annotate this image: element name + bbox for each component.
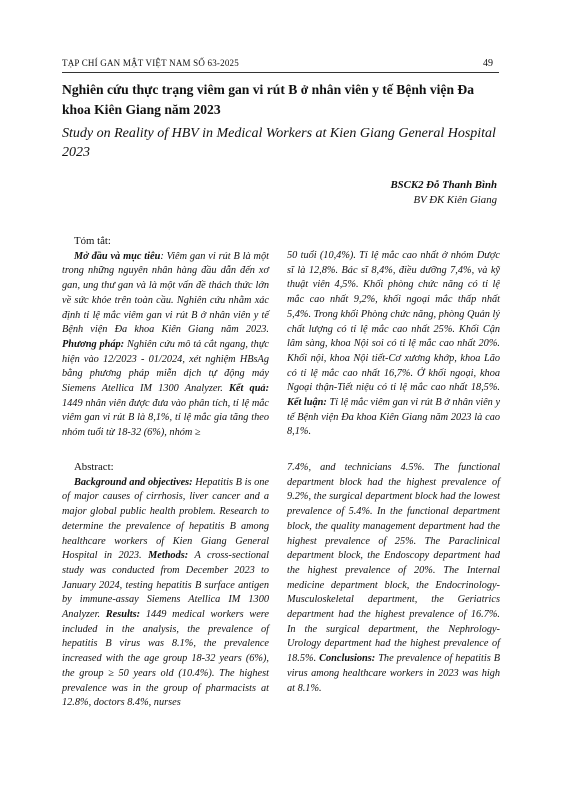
en-methods-text: A cross-sectional study was conducted from December 2023 to January 2024, testing hepatitis B surface antigen by immune-assay Siemens Atellica IM 1300 Analyzer.	[62, 550, 270, 621]
author-name: BSCK2 Đỗ Thanh Bình	[390, 179, 497, 191]
en-methods-label: Methods:	[148, 550, 189, 562]
vi-conclusion-label: Kết luận:	[287, 397, 327, 409]
en-results-text-a: 1449 medical workers were included in the analysis, the prevalence of hepatitis B virus was 8.1%, the prevalence increased with the age group 18-32 years (6%), the group ≥ 50 years old (10.4%). The highest prevalence was in the group of pharmacists at 12.8%, doctors 8.4%, nurses	[62, 609, 269, 709]
header-rule	[62, 72, 499, 73]
author-block	[390, 178, 497, 208]
en-abstract-right	[287, 461, 500, 696]
en-results-label: Results:	[105, 609, 141, 621]
vi-methods-label: Phương pháp:	[62, 338, 125, 350]
vi-results-label: Kết quả:	[229, 383, 270, 395]
vi-conclusion-text: Tỉ lệ mắc viêm gan vi rút B ở nhân viên y tế Bệnh viện Đa khoa Kiên Giang năm 2023 là cao 8,1%.	[287, 397, 501, 438]
en-background-label: Background and objectives:	[74, 476, 193, 488]
en-conclusions-label: Conclusions:	[319, 653, 376, 665]
vi-objectives-label: Mở đầu và mục tiêu	[74, 250, 161, 262]
vi-abstract-right	[287, 249, 500, 440]
vi-results-text-b: 50 tuổi (10,4%). Tỉ lệ mắc cao nhất ở nhóm Dược sĩ là 12,8%. Bác sĩ 8,4%, điều dưỡng 7,4%, và kỹ thuật viên 4,5%. Khối phòng chức năng có tỉ lệ mắc cao nhất 9,2%, khối ngoại mắc thấp nhất 5,4%. Trong khối Phòng chức năng, phòng Quản lý chất lượng có tỉ lệ mắc cao nhất 25%. Khối Cận lâm sàng, khoa Nội soi có tỉ lệ mắc cao nhất 20%. Khối nội, khoa Nội tiết-Cơ xương khớp, khoa Lão có tỉ lệ mắc cao nhất 16,7%. Ở khối ngoại, khoa Ngoại thận-Tiết niệu có tỉ lệ mắc cao nhất 18,5%.	[287, 250, 500, 394]
en-background-text: Hepatitis B is one of major causes of cirrhosis, liver cancer and a major global public health problem. Research to determine the prevalence of hepatitis B among healthcare workers of Kien Giang General Hospital in 2023.	[62, 476, 269, 562]
title-vietnamese: Nghiên cứu thực trạng viêm gan vi rút B ở nhân viên y tế Bệnh viện Đa khoa Kiên Giang năm 2023	[62, 82, 475, 117]
page-number: 49	[483, 58, 493, 69]
en-abstract-body	[62, 476, 269, 711]
title-english: Study on Reality of HBV in Medical Workers at Kien Giang General Hospital 2023	[62, 126, 496, 160]
author-affiliation: BV ĐK Kiên Giang	[413, 194, 497, 206]
vi-abstract-heading: Tóm tắt:	[74, 235, 111, 247]
vi-results-text-a: 1449 nhân viên được đưa vào phân tích, tỉ lệ mắc viêm gan vi rút B là 8,1%, tỉ lệ mắc gia tăng theo nhóm tuổi từ 18-32 (6%), nhóm ≥	[62, 397, 269, 439]
vi-abstract-body	[62, 250, 269, 441]
vi-methods-text: Nghiên cứu mô tả cắt ngang, thực hiện vào 12/2023 - 01/2024, xét nghiệm HBsAg bằng phương pháp miễn dịch tự động máy Siemens Atellica IM 1300 Analyzer.	[62, 338, 270, 395]
en-abstract-left	[62, 460, 269, 711]
en-abstract-heading: Abstract:	[74, 461, 114, 473]
journal-header: TẠP CHÍ GAN MẬT VIỆT NAM SỐ 63-2025	[62, 58, 239, 68]
vi-objectives-sep: :	[160, 250, 167, 262]
en-conclusions-text: The prevalence of hepatitis B virus among healthcare workers in 2023 was high at 8.1%.	[287, 653, 501, 694]
vi-objectives-text: Viêm gan vi rút B là một trong những nguyên nhân hàng đầu dẫn đến xơ gan, ung thư gan và là một vấn đề thách thức lớn về sức khỏe trên toàn cầu. Nghiên cứu nhằm xác định tỉ lệ mắc viêm gan vi rút B ở nhân viên y tế Bệnh viện Đa khoa Kiên Giang năm 2023.	[62, 250, 269, 336]
vi-abstract-left	[62, 234, 269, 441]
en-results-text-b: 7.4%, and technicians 4.5%. The functional department block had the highest prevalence of 9.2%, the surgical department block had the lowest prevalence of 5.4%. In the functional department block, the quality management department had the highest prevalence of 25%. The Paraclinical department block, the Endoscopy department had the highest prevalence of 20%. The Internal medicine department block, the Endocrinology-Musculoskeletal department, the Geriatrics department had the highest prevalence of 16.7%. In the surgical department, the Nephrology-Urology department had the highest prevalence of 18.5%.	[287, 462, 500, 665]
